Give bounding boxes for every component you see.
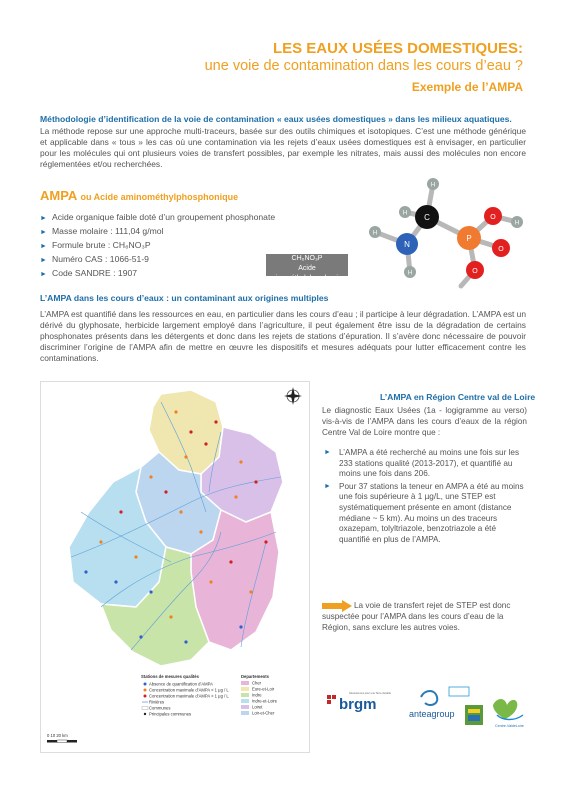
bullet-icon: ► (40, 257, 47, 264)
map-svg (41, 382, 309, 752)
legend-department-label: Cher (252, 680, 262, 686)
station-point (114, 580, 117, 583)
station-point (204, 442, 207, 445)
ampa-fullname: ou Acide aminométhylphosphonique (80, 192, 239, 202)
logos-svg (325, 685, 535, 730)
station-point (84, 570, 87, 573)
bullet-icon: ► (324, 482, 331, 490)
station-point (164, 490, 167, 493)
atom-c (415, 205, 439, 229)
legend-main-commune-swatch (144, 713, 146, 715)
list-item: ► Acide organique faible doté d’un groupement phosphonate (40, 210, 275, 224)
methodology-text: La méthode repose sur une approche multi-traceurs, basée sur des outils chimiques et isotopiques. C’est une méthode générique et applicable dans « tous » les cas où une contamination via les rejets d’eaux usées domestiques est à envisager, en particulier pour les molécules qui ont plusieurs voies de transfert possibles, par exemple les nitrates, mais aussi des molécules non encore réglementées et/ou recherchées. (40, 126, 526, 169)
station-point (234, 495, 237, 498)
svg-text:P: P (466, 234, 472, 243)
formula-name: Acide aminométhylphosphonique (266, 265, 350, 282)
legend-department-swatch (241, 699, 249, 703)
svg-text:C: C (424, 213, 430, 222)
methodology-heading: Méthodologie d’identification de la voie de contamination « eaux usées domestiques » dans les milieux aquatiques. (40, 114, 512, 124)
ampa-name: AMPA (40, 188, 77, 203)
station-point (149, 590, 152, 593)
ampa-properties (40, 210, 275, 280)
ampa-title (40, 188, 238, 203)
station-point (264, 540, 267, 543)
atom-p (457, 226, 481, 250)
legend-department-label: Loir-et-Cher (252, 710, 275, 716)
rivers-heading: L’AMPA dans les cours d’eaux : un contaminant aux origines multiples (40, 293, 329, 303)
station-point (169, 615, 172, 618)
region-logo (493, 699, 524, 728)
bullet-icon: ► (40, 243, 47, 250)
station-point (134, 555, 137, 558)
station-point (184, 640, 187, 643)
station-point (229, 560, 232, 563)
station-point (149, 475, 152, 478)
station-point (254, 480, 257, 483)
legend-department-swatch (241, 681, 249, 685)
station-point (119, 510, 122, 513)
legend-department-swatch (241, 687, 249, 691)
legend-station-label: Concentration maximale d’AMPA > 1 µg / L (149, 693, 229, 699)
main-subtitle: une voie de contamination dans les cours d’eau ? (204, 58, 523, 74)
svg-text:O: O (472, 268, 478, 275)
svg-text:anteagroup: anteagroup (409, 709, 455, 719)
svg-text:Géosciences pour une Terre dur: Géosciences pour une Terre durable (349, 692, 391, 695)
methodology-section (40, 114, 526, 170)
station-point (199, 530, 202, 533)
svg-text:H: H (514, 220, 520, 227)
bullet-icon: ► (40, 215, 47, 222)
main-title: LES EAUX USÉES DOMESTIQUES: (272, 40, 523, 57)
antea-logo (409, 691, 455, 719)
example-title: Exemple de l’AMPA (411, 80, 523, 94)
legend-line-label: Rivières (149, 699, 165, 705)
legend-department-label: Indre-et-Loire (252, 698, 278, 704)
legend-department-label: Indre (252, 692, 262, 698)
svg-text:brgm: brgm (339, 696, 377, 713)
station-point (184, 455, 187, 458)
legend-commune-swatch (142, 707, 148, 710)
region-findings (322, 448, 527, 547)
atom-o (492, 239, 510, 257)
rivers-text: L’AMPA est quantifié dans les ressources en eau, en particulier dans les cours d’eau ; il participe à leur dégradation. L’AMPA est un dérivé du glyphosate, herbicide largement employé dans l’agriculture, il peut également être issu de la dégradation de certains phosphonates présents dans les détergents et donc dans les rejets de stations d’épuration. Il s’avère donc nécessaire de pouvoir discriminer l’origine de l’AMPA afin de mettre en œuvre les dispositifs et mesures adéquats pour lutter efficacement contre les contaminations. (40, 309, 526, 363)
region-map (40, 381, 310, 753)
region-intro: Le diagnostic Eaux Usées (1a - logigramme au verso) vis-à-vis de l’AMPA dans les cours d’eaux de la région Centre Val de Loire montre que : (322, 406, 527, 437)
station-point (174, 410, 177, 413)
station-point (139, 635, 142, 638)
station-point (214, 420, 217, 423)
list-item: ► Numéro CAS : 1066-51-9 (40, 252, 275, 266)
bullet-icon: ► (324, 449, 331, 456)
svg-text:Centre-ValdeLoire: Centre-ValdeLoire (495, 724, 524, 728)
list-item: ► L’AMPA a été recherché au moins une fois sur les 233 stations qualité (2013-2017), et quantifié au moins une fois dans 206. (324, 448, 520, 479)
legend-station-label: Absence de quantification d’AMPA (149, 681, 213, 687)
station-point (209, 580, 212, 583)
bullet-icon: ► (40, 271, 47, 278)
svg-text:O: O (498, 246, 504, 253)
legend-station-swatch (144, 683, 147, 686)
svg-text:H: H (402, 210, 408, 217)
legend-department-swatch (241, 705, 249, 709)
legend-line-label: Principales communes (149, 711, 192, 717)
station-point (179, 510, 182, 513)
atom-o (466, 261, 484, 279)
region-heading: L’AMPA en Région Centre val de Loire (380, 392, 536, 402)
atom-h (369, 226, 381, 238)
legend-department-label: Loiret (252, 704, 263, 710)
brgm-logo (327, 691, 391, 713)
region-conclusion: La voie de transfert rejet de STEP est donc suspectée pour l’AMPA dans les cours d’eau de la Région, sans exclure les autres voies. (322, 601, 511, 632)
bullet-icon: ► (40, 229, 47, 236)
station-point (239, 625, 242, 628)
legend-department-swatch (241, 711, 249, 715)
map-legend (141, 674, 278, 717)
station-point (239, 460, 242, 463)
legend-department-label: Eure-et-Loir (252, 686, 275, 692)
molecule-model (365, 172, 530, 290)
svg-text:H: H (407, 270, 413, 277)
legend-stations-title: Stations de mesures qualités (141, 674, 199, 679)
legend-station-label: Concentration maximale d’AMPA < 1 µg / L (149, 687, 229, 693)
legend-line-label: Communes (149, 705, 171, 711)
rivers-section (40, 293, 526, 364)
svg-text:N: N (404, 240, 410, 249)
partner-logos (325, 685, 535, 730)
station-point (249, 590, 252, 593)
atom-h (399, 206, 411, 218)
svg-text:O: O (490, 214, 496, 221)
formula-box (266, 254, 350, 282)
compass-icon (284, 387, 302, 405)
station-point (189, 430, 192, 433)
formula-label: CH₆NO₃P (291, 255, 323, 262)
station-point (99, 540, 102, 543)
legend-department-swatch (241, 693, 249, 697)
svg-text:H: H (372, 230, 378, 237)
legend-station-swatch (144, 695, 147, 698)
atom-h (511, 216, 523, 228)
list-item: ► Masse molaire : 111,04 g/mol (40, 224, 275, 238)
svg-text:H: H (430, 182, 436, 189)
atom-h (404, 266, 416, 278)
agence-eau-logo (465, 705, 483, 725)
atom-n (396, 233, 418, 255)
atom-h (427, 178, 439, 190)
list-item: ► Formule brute : CH₆NO₃P (40, 238, 275, 252)
atom-o (484, 207, 502, 225)
legend-station-swatch (144, 689, 147, 692)
list-item: ► Code SANDRE : 1907 (40, 266, 275, 280)
list-item: ► Pour 37 stations la teneur en AMPA a été au moins une fois supérieure à 1 µg/L, une STEP est systématiquement présente en amont (distance médiane ~ 5 km). Au moins un des traceurs oxazepam, tolyltriazole, benzotriazole a été quantifié en plus de l’AMPA. (324, 481, 524, 544)
legend-departments-title: Departements (241, 674, 269, 679)
bracket-logo (449, 687, 469, 696)
scale-label: 0 10 20 km (47, 733, 68, 738)
scale-bar (47, 733, 77, 743)
